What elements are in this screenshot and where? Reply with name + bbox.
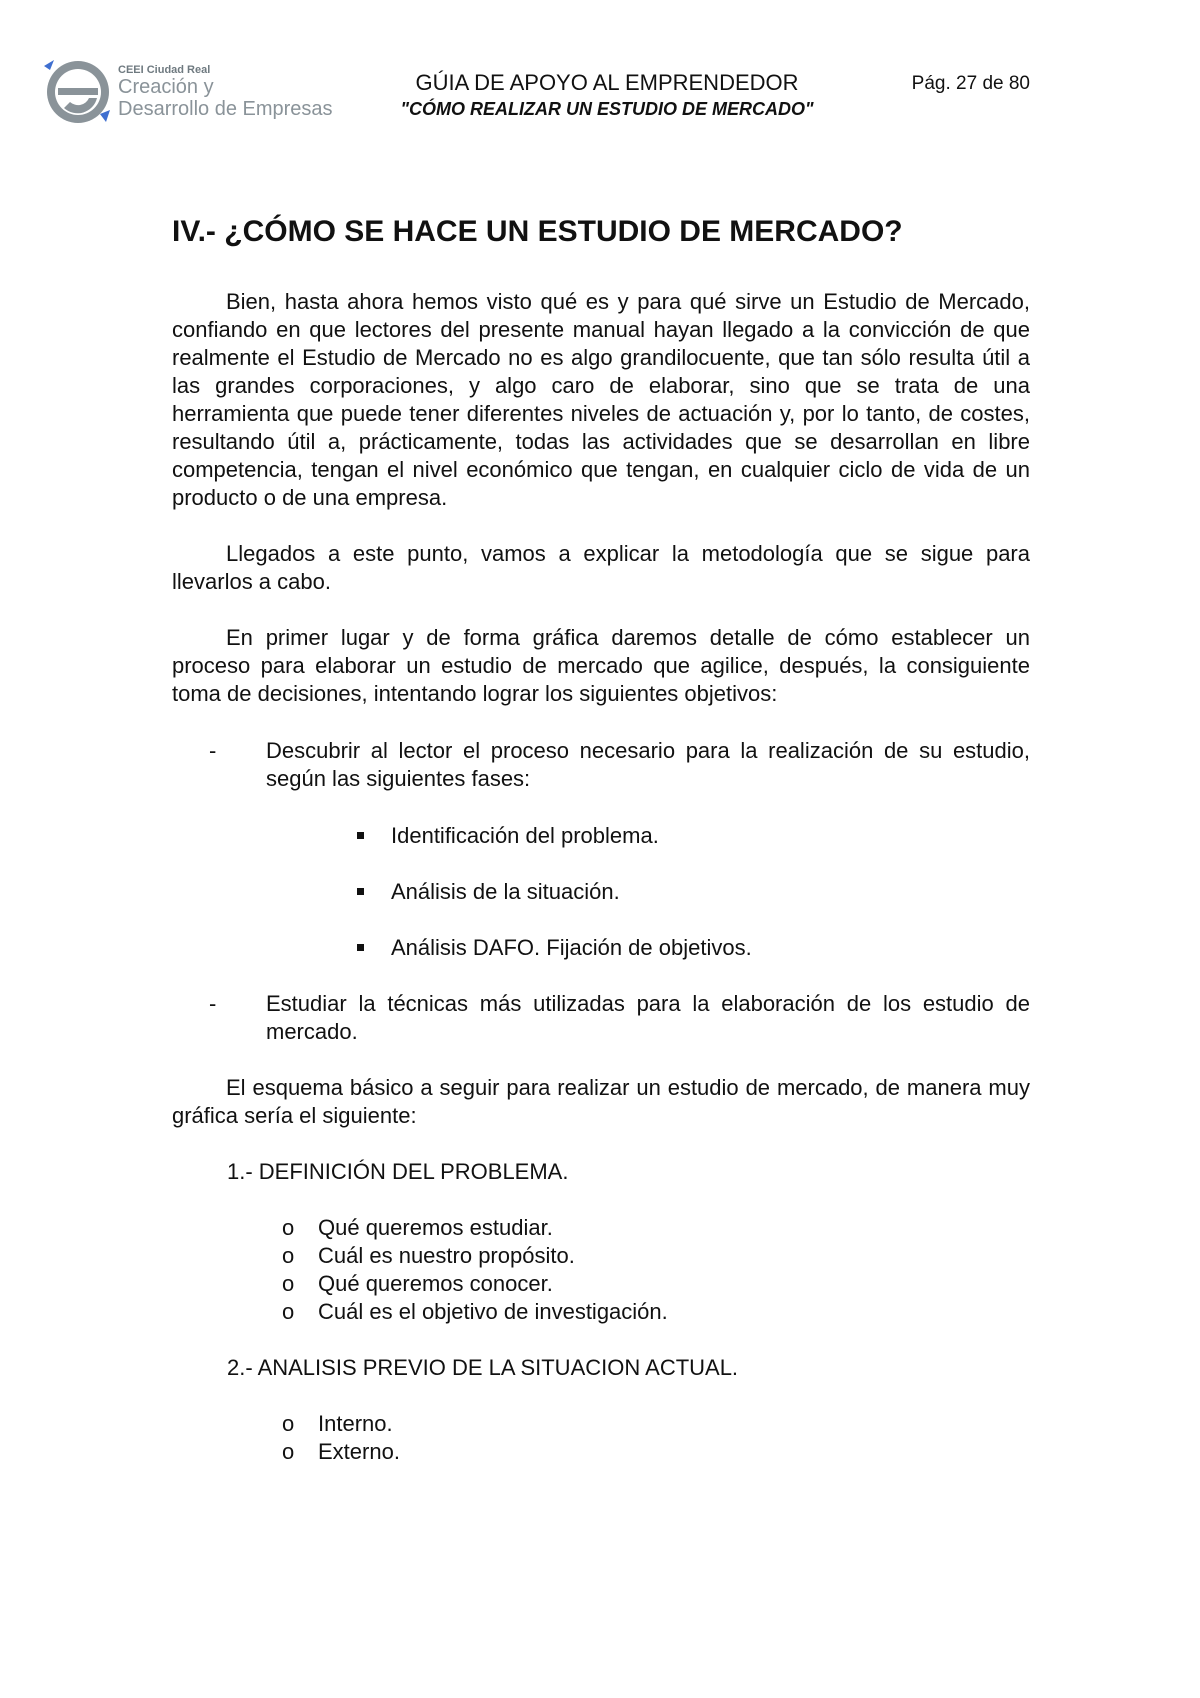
logo-line2: Desarrollo de Empresas (118, 98, 333, 120)
dash-mark: - (209, 738, 217, 763)
phase-text: Análisis de la situación. (391, 879, 620, 904)
logo-line1: Creación y (118, 76, 214, 98)
phase-text: Análisis DAFO. Fijación de objetivos. (391, 935, 752, 960)
objective-text: Estudiar la técnicas más utilizadas para la elaboración de los estudio de mercado. (266, 991, 1030, 1044)
circle-bullet-icon: o (282, 1299, 295, 1324)
circle-bullet-icon: o (282, 1411, 295, 1436)
header-title: GÚIA DE APOYO AL EMPRENDEDOR (415, 70, 799, 95)
list-item-text: Interno. (318, 1411, 393, 1436)
header-subtitle: "CÓMO REALIZAR UN ESTUDIO DE MERCADO" (400, 99, 814, 119)
phase-text: Identificación del problema. (391, 823, 659, 848)
circle-bullet-icon: o (282, 1271, 295, 1296)
section-heading: IV.- ¿CÓMO SE HACE UN ESTUDIO DE MERCADO? (172, 215, 903, 248)
square-bullet-icon (357, 832, 364, 839)
objective-text: Descubrir al lector el proceso necesario para la realización de su estudio, según las siguientes fases: (266, 738, 1030, 791)
paragraph-objectives: En primer lugar y de forma gráfica daremos detalle de cómo establecer un proceso para elaborar un estudio de mercado que agilice, después, la consiguiente toma de decisiones, intentando lograr los siguientes objetivos: (172, 625, 1030, 706)
list-item-text: Cuál es el objetivo de investigación. (318, 1299, 668, 1324)
list-item-text: Qué queremos conocer. (318, 1271, 553, 1296)
circle-bullet-icon: o (282, 1439, 295, 1464)
paragraph-intro: Bien, hasta ahora hemos visto qué es y para qué sirve un Estudio de Mercado, confiando en que lectores del presente manual hayan llegado a la convicción de que realmente el Estudio de Mercado no es algo grandilocuente, que tan sólo resulta útil a las grandes corporaciones, y algo caro de elaborar, sino que se trata de una herramienta que puede tener diferentes niveles de actuación y, por lo tanto, de costes, resultando útil a, prácticamente, todas las actividades que se desarrollan en libre competencia, tengan el nivel económico que tengan, en cualquier ciclo de vida de un producto o de una empresa. (172, 289, 1030, 510)
list-item-text: Qué queremos estudiar. (318, 1215, 553, 1240)
page-number: Pág. 27 de 80 (911, 73, 1030, 94)
circle-bullet-icon: o (282, 1215, 295, 1240)
logo-e-icon (40, 52, 120, 132)
square-bullet-icon (357, 888, 364, 895)
scheme-section-title: 2.- ANALISIS PREVIO DE LA SITUACION ACTUAL. (227, 1355, 739, 1380)
circle-bullet-icon: o (282, 1243, 295, 1268)
list-item-text: Externo. (318, 1439, 400, 1464)
paragraph-methodology: Llegados a este punto, vamos a explicar la metodología que se sigue para llevarlos a cabo. (172, 541, 1030, 594)
logo-org: CEEI Ciudad Real (118, 64, 211, 76)
paragraph-scheme: El esquema básico a seguir para realizar un estudio de mercado, de manera muy gráfica sería el siguiente: (172, 1075, 1030, 1128)
logo-text (118, 64, 333, 120)
scheme-section-title: 1.- DEFINICIÓN DEL PROBLEMA. (227, 1159, 569, 1184)
dash-mark: - (209, 991, 217, 1016)
square-bullet-icon (357, 944, 364, 951)
list-item-text: Cuál es nuestro propósito. (318, 1243, 575, 1268)
